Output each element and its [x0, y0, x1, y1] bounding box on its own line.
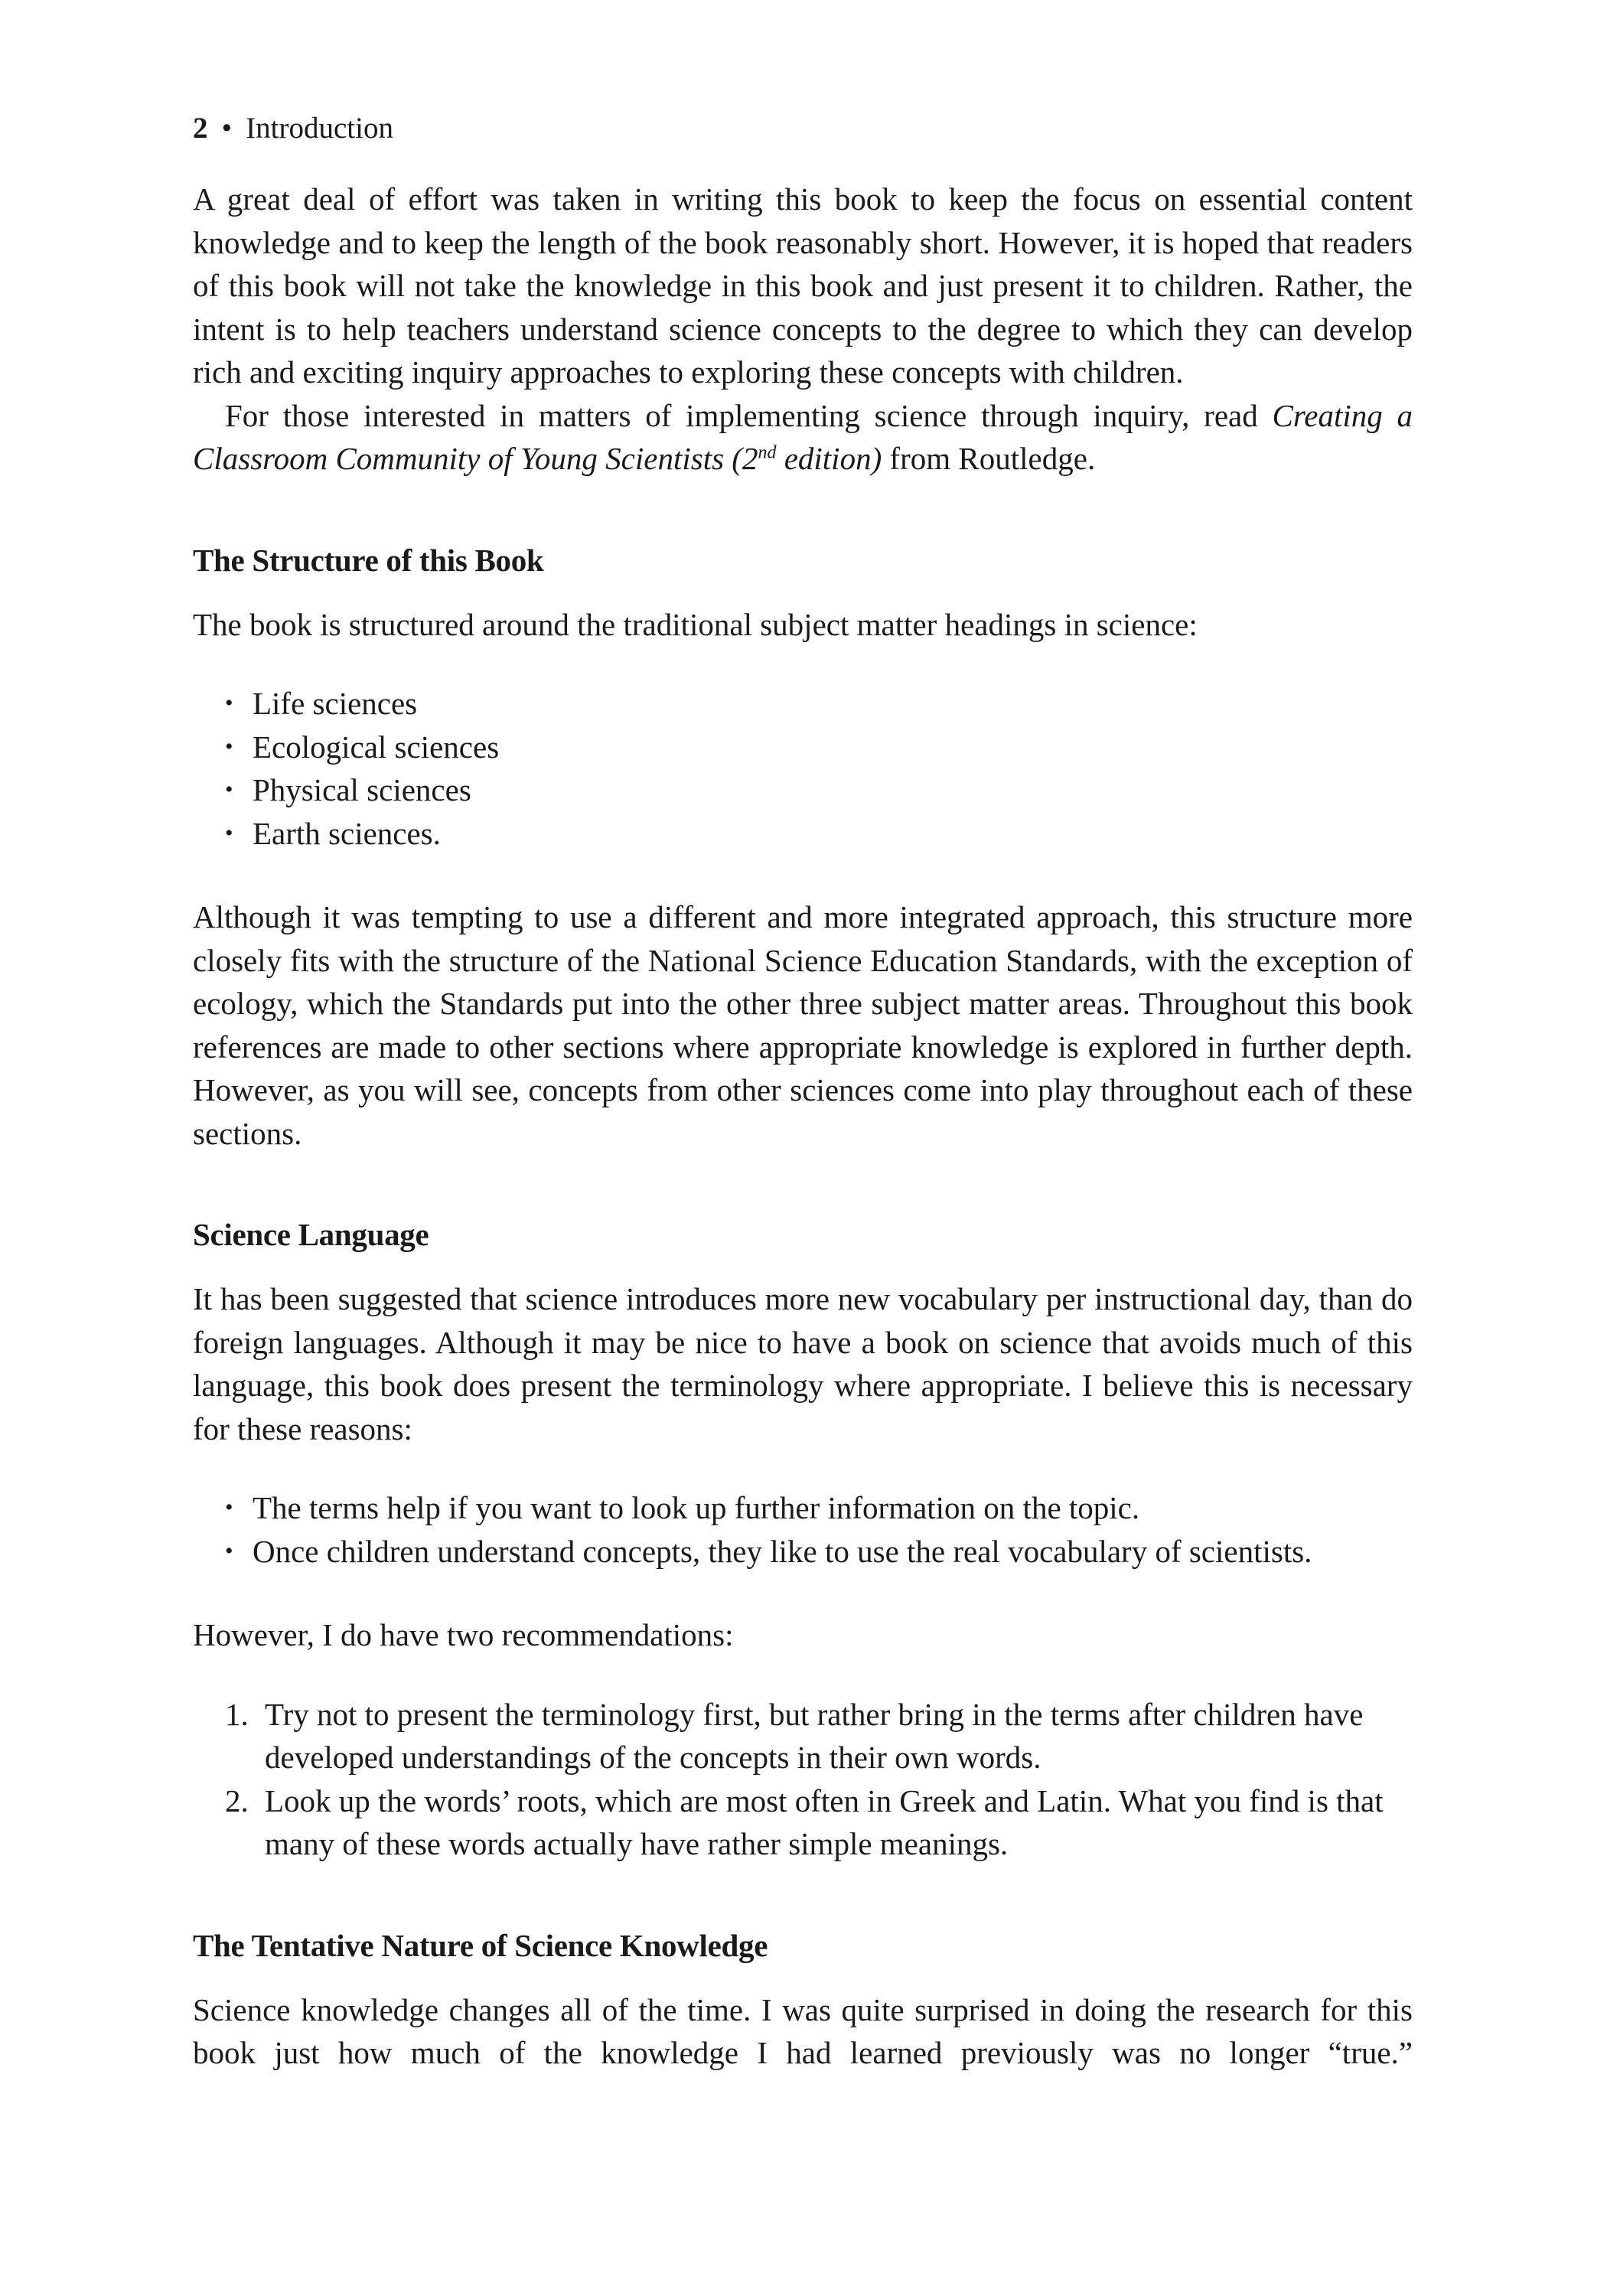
- list-item-text: Look up the words’ roots, which are most often in Greek and Latin. What you find is that many of these words actually have rather simple meanings.: [265, 1782, 1384, 1861]
- book-title-sup: nd: [758, 442, 777, 463]
- list-number: 1.: [225, 1696, 249, 1732]
- book-title-text: Creating a Classroom Community of Young Scientists (2: [193, 397, 1413, 476]
- running-head-section: Introduction: [246, 112, 393, 145]
- recommendations-list: [193, 1693, 1413, 1866]
- list-number: 2.: [225, 1782, 249, 1818]
- structure-paragraph: Although it was tempting to use a different and more integrated approach, this structure more closely fits with the structure of the National Science Education Standards, with the exception of ecology, which the Standards put into the other three subject matter areas. Throughout this book references are made to other sections where appropriate knowledge is explored in further depth. However, as you will see, concepts from other sciences come into play throughout each of these sections.: [193, 899, 1413, 1151]
- book-page: [193, 107, 1413, 2075]
- list-item: • Earth sciences.: [225, 812, 1413, 856]
- intro-paragraph-2-lead: For those interested in matters of implementing science through inquiry, read: [225, 397, 1273, 433]
- tentative-paragraph: Science knowledge changes all of the time. I was quite surprised in doing the research for this book just how much of the knowledge I had learned previously was no longer “true.”: [193, 1991, 1413, 2070]
- list-item: [225, 1693, 1413, 1779]
- structure-heading: The Structure of this Book: [193, 542, 544, 578]
- list-item: • The terms help if you want to look up further information on the topic.: [225, 1486, 1413, 1530]
- language-paragraph: It has been suggested that science introduces more new vocabulary per instructional day, than do foreign languages. Although it may be nice to have a book on science that avoids much of this language, this book does present the terminology where appropriate. I believe this is necessary for these reasons:: [193, 1281, 1413, 1446]
- recommendations-lead: However, I do have two recommendations:: [193, 1617, 734, 1652]
- subject-list: [193, 682, 1413, 855]
- list-item: [225, 1779, 1413, 1866]
- page-number: 2: [193, 112, 208, 145]
- language-heading: Science Language: [193, 1217, 429, 1252]
- list-item-text: Try not to present the terminology first, but rather bring in the terms after children have developed understandings of the concepts in their own words.: [265, 1696, 1364, 1775]
- intro-paragraph-2-tail: from Routledge.: [882, 441, 1096, 476]
- list-item: • Physical sciences: [225, 768, 1413, 812]
- list-item: • Once children understand concepts, they like to use the real vocabulary of scientists.: [225, 1530, 1413, 1574]
- list-item: • Ecological sciences: [225, 726, 1413, 769]
- running-head-separator: •: [221, 112, 233, 145]
- structure-lead: The book is structured around the traditional subject matter headings in science:: [193, 606, 1198, 642]
- reasons-list: [193, 1486, 1413, 1573]
- intro-paragraph-2: [193, 394, 1413, 481]
- intro-paragraph-1: A great deal of effort was taken in writing this book to keep the focus on essential content knowledge and to keep the length of the book reasonably short. However, it is hoped that readers of this book will not take the knowledge in this book and just present it to children. Rather, the intent is to help teachers understand science concepts to the degree to which they can develop rich and exciting inquiry approaches to exploring these concepts with children.: [193, 181, 1413, 390]
- list-item: • Life sciences: [225, 682, 1413, 726]
- tentative-heading: The Tentative Nature of Science Knowledge: [193, 1927, 768, 1963]
- running-head: [193, 107, 1413, 150]
- book-title-edition: edition): [776, 441, 882, 476]
